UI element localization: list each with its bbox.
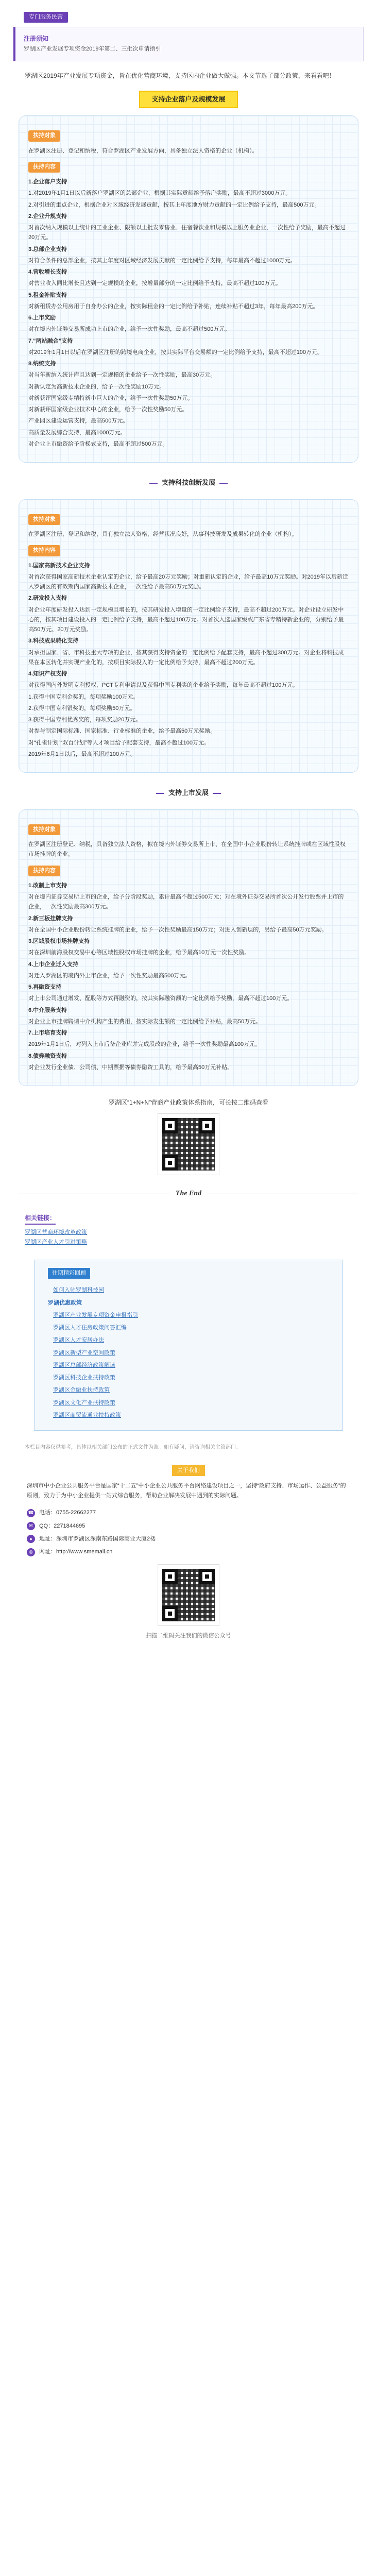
section-3-item-title: 6.中介服务支持 <box>28 1007 67 1013</box>
past-article-link[interactable]: 罗湖区文化产业扶持政策 <box>53 1399 115 1406</box>
section-1-item-body: 2.对引进的重点企业，根据企业对区域经济发展贡献，按其上年度地方财力贡献的一定比例给予支持，最高500万元。 <box>28 201 320 208</box>
section-1-item-body: 对企业上市融资给予阶梯式支持，最高不超过500万元。 <box>28 440 168 447</box>
section-2-items <box>28 561 349 760</box>
section-3-item-body: 对在全国中小企业股份转让系统挂牌的企业，给予一次性奖励最高150万元；对进入创新层的，另给予最高50万元奖励。 <box>28 926 328 933</box>
section-1-title: 支持企业落户及规模发展 <box>139 91 237 109</box>
section-2-tag-object: 扶持对象 <box>28 514 60 525</box>
section-3-item-body: 对企业发行企业债、公司债、中期票据等债券融资工具的，给予最高50万元补贴。 <box>28 1064 233 1071</box>
section-1-item-body: 对新获评国家级企业技术中心的企业，给予一次性奖励50万元。 <box>28 406 188 413</box>
section-1-items <box>28 177 349 449</box>
contact-web <box>27 1547 350 1557</box>
contact-web-text[interactable]: 网址：http://www.smemall.cn <box>39 1549 113 1555</box>
past-article-link[interactable]: 罗湖区人才安居办法 <box>53 1337 104 1344</box>
related-link-1[interactable]: 罗湖区营商环境改革政策 <box>25 1229 87 1235</box>
intro-paragraph: 罗湖区2019年产业发展专项资金，旨在优化营商环境，支持区内企业做大做强。本文节选了部分政策，来看看吧！ <box>25 72 335 79</box>
hero-label: 注册须知 <box>24 35 49 43</box>
section-3-item-body: 对在境内证券交易所上市的企业，给予分阶段奖励，累计最高不超过500万元；对在境外证券交易所首次公开发行股票并上市的企业，一次性奖励最高300万元。 <box>28 894 344 910</box>
section-3-title: 支持上市发展 <box>156 784 221 802</box>
section-3-tag-content: 扶持内容 <box>28 866 60 876</box>
section-1-item-title: 7.“两站融合”支持 <box>28 337 73 344</box>
about-text: 深圳市中小企业公共服务平台是国家“十二五”中小企业公共服务平台网络建设项目之一，坚持“政府支持、市场运作、公益服务”的原则，致力于为中小企业提供一站式综合服务，帮助企业解决发展中遇到的实际问题。 <box>27 1482 346 1499</box>
closing-text: 罗湖区“1+N+N”营商产业政策体系指南，可长按二维码查看 <box>108 1099 269 1106</box>
contact-qq <box>27 1521 350 1531</box>
past-article-link[interactable]: 如何入驻罗湖科技园 <box>53 1287 104 1294</box>
related-label: 相关链接： <box>25 1213 56 1225</box>
bottom-caption: 扫描二维码关注我们的微信公众号 <box>146 1633 231 1639</box>
past-articles-header: 往期精彩回顾 <box>48 1268 90 1279</box>
about-header <box>13 1465 364 1476</box>
section-2-item-title: 4.知识产权支持 <box>28 671 67 677</box>
section-1-item-title: 8.纳统支持 <box>28 361 56 367</box>
section-1-item-body: 对首次纳入规模以上统计的工业企业、限额以上批发零售业、住宿餐饮业和规模以上服务业企业，一次性给予奖励，最高不超过20万元。 <box>28 225 346 241</box>
section-2-title: 支持科技创新发展 <box>149 474 228 492</box>
end-text: The End <box>175 1190 202 1197</box>
section-3-item-body: 2019年1月1日后，对列入上市后备企业库并完成股改的企业，给予一次性奖励最高100万元。 <box>28 1041 261 1048</box>
contact-phone <box>27 1508 350 1518</box>
past-article-link[interactable]: 罗湖区总部经济政策解读 <box>53 1362 115 1368</box>
section-3-item-title: 5.再融资支持 <box>28 984 62 990</box>
contact-address-text: 地址：深圳市罗湖区深南东路国际商业大厦2楼 <box>39 1535 156 1542</box>
section-1-header <box>13 91 364 109</box>
section-1-item-title: 5.租金补贴支持 <box>28 292 67 298</box>
section-1-tag-object: 扶持对象 <box>28 130 60 141</box>
related-links <box>25 1213 352 1248</box>
section-2-tag-content: 扶持内容 <box>28 545 60 556</box>
section-2-item-body: 对“孔雀计划”“双百计划”等人才项目给予配套支持，最高不超过100万元。 <box>28 739 210 746</box>
section-1-tag-content: 扶持内容 <box>28 162 60 173</box>
hero-tag: 专门服务民营 <box>24 12 68 23</box>
past-articles-box <box>34 1260 343 1431</box>
section-1-panel <box>19 115 358 463</box>
section-1-object-text: 在罗湖区注册、登记和纳税，符合罗湖区产业发展方向，具备独立法人资格的企业（机构）。 <box>28 147 258 154</box>
hero-card <box>13 27 364 61</box>
section-1-item-body: 产业园区建设运营支持，最高500万元。 <box>28 418 129 425</box>
section-3-item-body: 对企业上市挂牌聘请中介机构产生的费用，按实际发生额的一定比例给予补贴，最高50万元。 <box>28 1018 262 1025</box>
section-3-item-title: 1.改制上市支持 <box>28 882 67 889</box>
past-articles-group: 罗湖优惠政策 <box>48 1299 82 1306</box>
section-3-item-title: 3.区域股权市场挂牌支持 <box>28 938 90 944</box>
section-1-item-body: 对当年新纳入统计库且达到一定规模的企业给予一次性奖励，最高30万元。 <box>28 372 216 379</box>
section-3-item-title: 8.债券融资支持 <box>28 1053 67 1059</box>
footnote: 本栏目内容仅供参考，具体以相关部门公布的正式文件为准。如有疑问，请咨询相关主管部门。 <box>25 1445 241 1450</box>
section-2-item-body: 2.获得中国专利银奖的，每项奖励50万元。 <box>28 705 136 711</box>
section-3-header <box>13 784 364 802</box>
section-2-item-body: 对企业年度研发投入达到一定规模且增长的，按其研发投入增量的一定比例给予支持，最高不超过200万元。对企业设立研发中心的，按其项目建设投入的一定比例给予支持，最高不超过100万元。对首次入选国家级或广东省专精特新企业的，分别给予最高50万元、20万元奖励。 <box>28 606 344 633</box>
about-tag: 关于我们 <box>172 1465 205 1476</box>
section-2-object-text: 在罗湖区注册、登记和纳税，具有独立法人资格，经营状况良好，从事科技研发及成果转化的企业（机构）。 <box>28 531 298 537</box>
section-2-panel <box>19 499 358 773</box>
section-3-object-text: 在罗湖区注册登记、纳税，具备独立法人资格，拟在境内外证券交易所上市、在全国中小企业股份转让系统挂牌或在区域性股权市场挂牌的企业。 <box>28 841 346 858</box>
section-2-item-body: 对承担国家、省、市科技重大专项的企业，按其获得支持资金的一定比例给予配套支持，最高不超过300万元。对企业将科技成果在本区转化并实现产业化的，按项目实际投入的一定比例给予支持，最高不超过200万元。 <box>28 649 344 666</box>
section-3-item-body: 对上市公司通过增发、配股等方式再融资的，按其实际融资额的一定比例给予奖励，最高不超过100万元。 <box>28 995 293 1002</box>
past-articles-list <box>48 1285 329 1420</box>
past-article-link[interactable]: 罗湖区新型产业空间政策 <box>53 1349 115 1356</box>
section-3-panel <box>19 809 358 1086</box>
past-article-link[interactable]: 罗湖区人才住房政策问答汇编 <box>53 1325 127 1331</box>
section-1-item-body: 对新获评国家级专精特新小巨人的企业，给予一次性奖励50万元。 <box>28 395 194 401</box>
section-3-item-title: 2.新三板挂牌支持 <box>28 915 73 922</box>
section-3-tag-object: 扶持对象 <box>28 824 60 835</box>
past-article-link[interactable]: 罗湖区商贸流通业扶持政策 <box>53 1412 121 1418</box>
section-2-header <box>13 474 364 492</box>
section-1-item-title: 1.企业落户支持 <box>28 179 67 185</box>
past-article-link[interactable]: 罗湖区科技企业扶持政策 <box>53 1375 115 1381</box>
section-1-item-title: 4.营收增长支持 <box>28 269 67 275</box>
section-2-item-body: 3.获得中国专利优秀奖的，每项奖励20万元。 <box>28 717 142 723</box>
contact-qq-text[interactable]: QQ：2271844695 <box>39 1522 85 1529</box>
end-divider <box>13 1188 364 1200</box>
section-2-item-body: 对获得国内外发明专利授权、PCT专利申请以及获得中国专利奖的企业给予奖励，每年最高不超过100万元。 <box>28 682 299 689</box>
section-3-item-body: 对在深圳前海股权交易中心等区域性股权市场挂牌的企业，给予最高10万元一次性奖励。 <box>28 950 250 956</box>
section-1-item-body: 对在境内外证券交易所成功上市的企业，给予一次性奖励，最高不超过500万元。 <box>28 326 231 333</box>
section-3-item-body: 对迁入罗湖区的境内外上市企业，给予一次性奖励最高500万元。 <box>28 972 191 979</box>
past-article-link[interactable]: 罗湖区金融业扶持政策 <box>53 1387 110 1394</box>
section-3-item-title: 4.上市企业迁入支持 <box>28 961 79 968</box>
section-2-item-title: 1.国家高新技术企业支持 <box>28 562 90 569</box>
contact-block <box>27 1508 350 1557</box>
section-2-item-title: 2.研发投入支持 <box>28 595 67 602</box>
section-3-items <box>28 881 349 1073</box>
globe-icon: ◎ <box>27 1548 35 1556</box>
section-2-item-title: 3.科技成果转化支持 <box>28 638 79 645</box>
section-2-item-body: 对首次获得国家高新技术企业认定的企业，给予最高20万元奖励；对重新认定的企业，给予最高10万元奖励。对2019年以后新迁入罗湖区的有效期内国家高新技术企业，一次性给予最高50万元奖励。 <box>28 573 348 590</box>
section-1-item-title: 3.总部企业支持 <box>28 246 67 252</box>
section-1-item-title: 2.企业升规支持 <box>28 213 67 219</box>
section-1-item-body: 对新认定为高新技术企业的，给予一次性奖励10万元。 <box>28 383 165 390</box>
phone-icon: ☎ <box>27 1509 35 1517</box>
section-1-item-title: 6.上市奖励 <box>28 315 56 321</box>
section-1-item-body: 对营业收入同比增长且达到一定规模的企业，按增量部分的一定比例给予支持，最高不超过100万元。 <box>28 280 282 287</box>
section-1-item-body: 对符合条件的总部企业，按其上年度对区域经济发展贡献的一定比例给予支持，每年最高不超过1000万元。 <box>28 257 296 264</box>
section-3-item-title: 7.上市培育支持 <box>28 1030 67 1036</box>
related-link-2[interactable]: 罗湖区产业人才引进策略 <box>25 1239 87 1245</box>
hero-text: 罗湖区产业发展专项资金2019年第二、三批次申请指引 <box>24 46 161 53</box>
section-2-item-body: 对参与制定国际标准、国家标准、行业标准的企业，给予最高50万元奖励。 <box>28 728 216 735</box>
section-1-item-body: 对新租赁办公用房用于自身办公的企业，按实际租金的一定比例给予补贴，连续补贴不超过3年，每年最高200万元。 <box>28 303 319 310</box>
section-1-item-body: 对2019年1月1日以后在罗湖区注册的跨境电商企业，按其实际平台交易额的一定比例给予支持，最高不超过100万元。 <box>28 349 323 355</box>
contact-phone-text[interactable]: 电话：0755-22662277 <box>39 1510 96 1516</box>
past-article-link[interactable]: 罗湖区产业发展专项资金申报指引 <box>53 1312 138 1318</box>
location-icon: ● <box>27 1535 35 1543</box>
chat-icon: ✉ <box>27 1522 35 1530</box>
wechat-qr-code-icon <box>158 1564 219 1626</box>
section-1-item-body: 1.对2019年1月1日以后新落户罗湖区的总部企业，根据其实际贡献给予落户奖励，最高不超过3000万元。 <box>28 190 292 197</box>
section-1-item-body: 高质量发展综合支持，最高1000万元。 <box>28 429 126 436</box>
section-2-item-body: 1.获得中国专利金奖的，每项奖励100万元。 <box>28 693 139 700</box>
contact-address <box>27 1534 350 1544</box>
section-2-item-body: 2019年6月1日以后，最高不超过100万元。 <box>28 751 136 757</box>
qr-code-icon <box>158 1113 219 1175</box>
